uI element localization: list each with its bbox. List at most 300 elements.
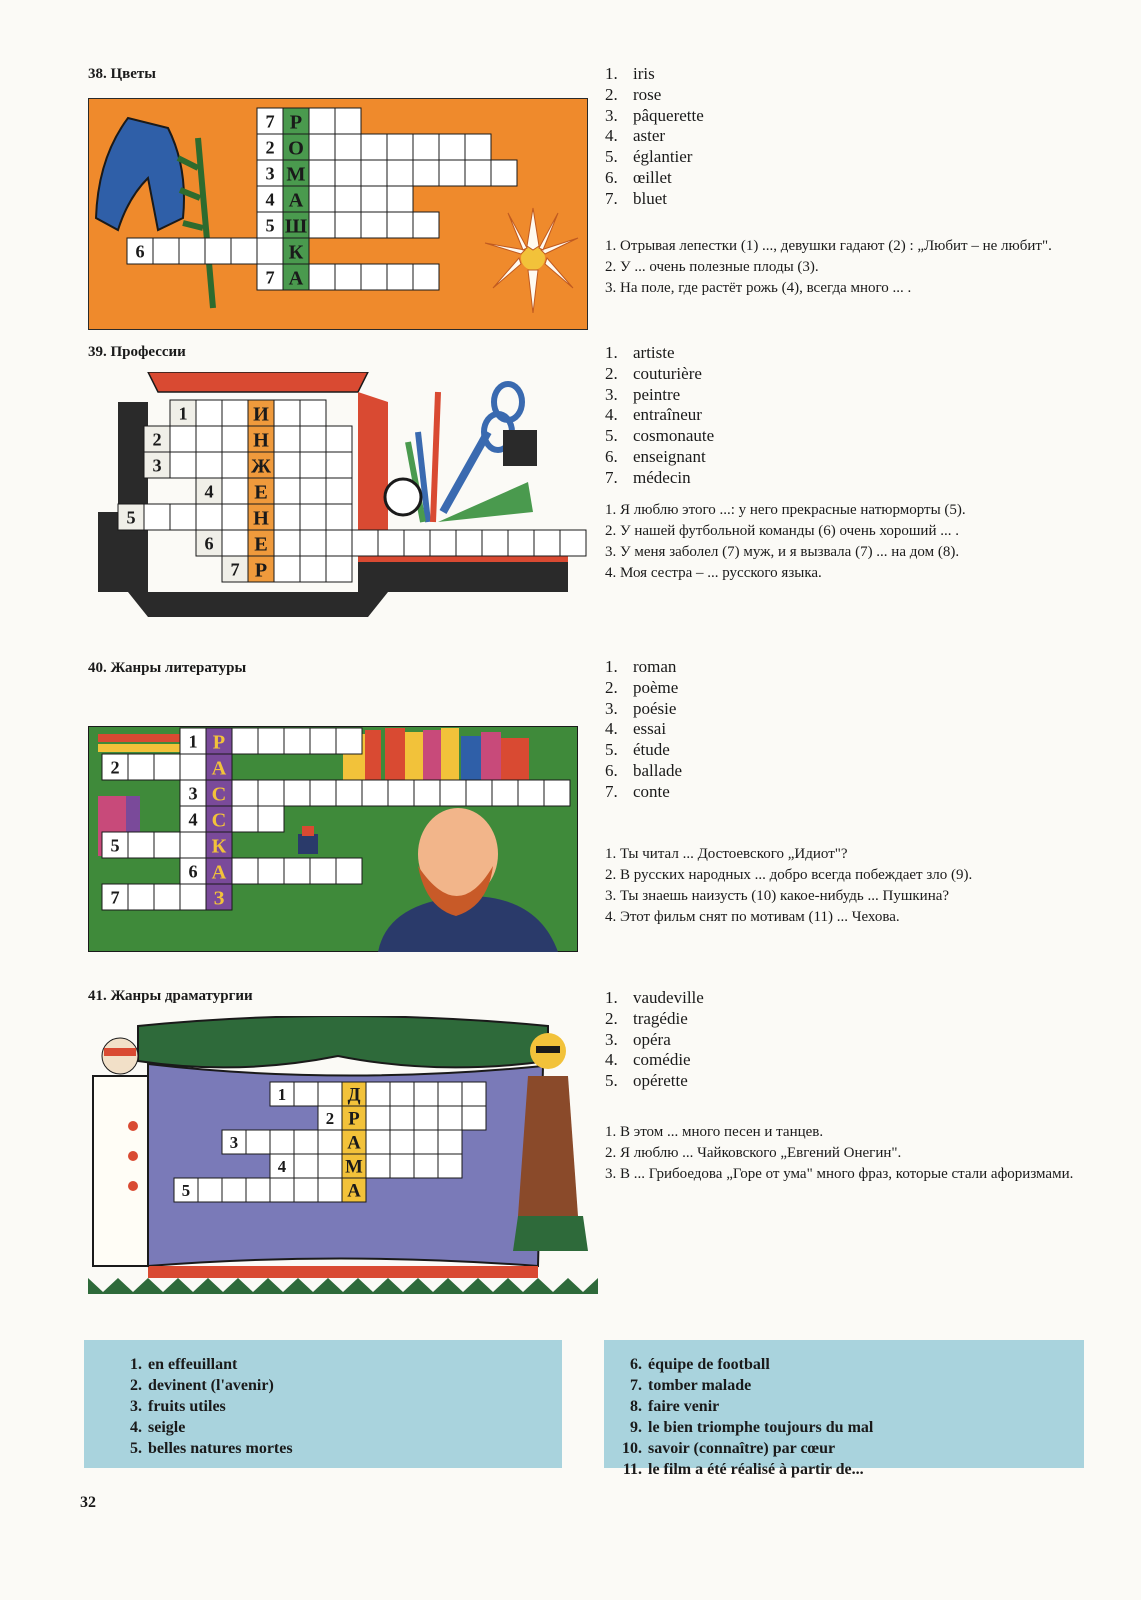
keyword-letter: Р <box>289 111 303 134</box>
word-item <box>605 64 704 85</box>
crossword-cell <box>270 1130 294 1154</box>
exercise-40-sentences <box>605 844 1075 928</box>
word-item <box>605 364 714 385</box>
word-text: roman <box>633 657 677 676</box>
clue-number: 3 <box>188 783 198 804</box>
crossword-cell <box>222 478 248 504</box>
clue-number: 7 <box>265 111 275 132</box>
crossword-cell <box>326 426 352 452</box>
word-item <box>605 988 704 1009</box>
word-text: artiste <box>633 343 675 362</box>
crossword-cell <box>257 238 283 264</box>
clue-number: 4 <box>265 189 275 210</box>
word-text: aster <box>633 126 666 146</box>
clue-number: 6 <box>135 241 145 262</box>
clue-number: 3 <box>229 1133 239 1152</box>
sentence: 1. В этом ... много песен и танцев. <box>605 1124 824 1140</box>
word-number: 1. <box>605 343 618 362</box>
clue-number: 2 <box>110 757 120 778</box>
keyword-letter: М <box>286 163 306 186</box>
exercise-38-title: 38. Цветы <box>88 66 157 82</box>
exercise-41-sentences <box>605 1122 1075 1185</box>
crossword-cell <box>231 238 257 264</box>
crossword-cell <box>336 858 362 884</box>
glossary-number: 10. <box>622 1440 642 1457</box>
crossword-cell <box>387 134 413 160</box>
crossword-cell <box>300 530 326 556</box>
word-text: œillet <box>633 167 672 187</box>
word-item <box>605 657 682 678</box>
crossword-cell <box>335 186 361 212</box>
crossword-cell <box>335 134 361 160</box>
word-item <box>605 468 714 489</box>
crossword-cell <box>390 1106 414 1130</box>
keyword-letter: Р <box>212 731 226 754</box>
word-number: 4. <box>605 1050 618 1070</box>
word-text: entraîneur <box>633 405 702 425</box>
stopwatch-icon <box>385 479 421 515</box>
pierrot-figure-icon <box>93 1038 148 1266</box>
clue-number: 2 <box>152 429 162 450</box>
crossword-cell <box>438 1154 462 1178</box>
word-text: pâquerette <box>633 105 704 125</box>
crossword-cell <box>465 134 491 160</box>
exercise-41-title: 41. Жанры драматургии <box>88 988 253 1004</box>
word-item <box>605 168 704 189</box>
crossword-cell <box>222 452 248 478</box>
crossword-cell <box>366 1154 390 1178</box>
crossword-cell <box>284 858 310 884</box>
crossword-cell <box>294 1178 318 1202</box>
crossword-cell <box>309 160 335 186</box>
crossword-cell <box>258 806 284 832</box>
word-number: 5. <box>605 426 618 446</box>
crossword-cell <box>170 426 196 452</box>
keyword-letter: А <box>347 1180 361 1202</box>
crossword-cell <box>232 780 258 806</box>
word-number: 5. <box>605 740 618 760</box>
clue-number: 7 <box>110 887 120 908</box>
keyword-letter: К <box>211 835 227 858</box>
crossword-cell <box>335 160 361 186</box>
crossword-cell <box>294 1154 318 1178</box>
crossword-cell <box>387 212 413 238</box>
crossword-cell <box>366 1106 390 1130</box>
glossary-text: le bien triomphe toujours du mal <box>648 1419 874 1436</box>
clue-number: 5 <box>126 507 136 528</box>
crossword-cell <box>196 504 222 530</box>
word-item <box>605 426 714 447</box>
crossword-cell <box>390 1154 414 1178</box>
glossary-number: 7. <box>630 1377 642 1394</box>
word-number: 5. <box>605 147 618 167</box>
crossword-cell <box>456 530 482 556</box>
word-number: 1. <box>605 64 618 83</box>
crossword-cell <box>414 1130 438 1154</box>
glossary-number: 9. <box>630 1419 642 1436</box>
clue-number: 4 <box>277 1157 287 1176</box>
clue-number: 3 <box>152 455 162 476</box>
crossword-cell <box>274 452 300 478</box>
crossword-cell <box>326 452 352 478</box>
clue-number: 1 <box>277 1085 287 1104</box>
crossword-cell <box>222 1178 246 1202</box>
crossword-cell <box>309 212 335 238</box>
word-item <box>605 1009 704 1030</box>
crossword-cell <box>274 504 300 530</box>
glossary-item <box>116 1396 562 1417</box>
crossword-cell <box>352 530 378 556</box>
word-number: 4. <box>605 126 618 146</box>
keyword-letter: С <box>211 783 227 806</box>
word-number: 3. <box>605 384 618 404</box>
crossword-cell <box>198 1178 222 1202</box>
crossword-cell <box>274 530 300 556</box>
word-text: vaudeville <box>633 988 704 1007</box>
glossary-text: le film a été réalisé à partir de... <box>648 1461 864 1478</box>
crossword-cell <box>388 780 414 806</box>
word-number: 1. <box>605 657 618 676</box>
word-text: tragédie <box>633 1008 688 1028</box>
crossword-cell <box>205 238 231 264</box>
crossword-cell <box>222 400 248 426</box>
glossary-text: savoir (connaître) par cœur <box>648 1440 836 1457</box>
crossword-cell <box>560 530 586 556</box>
crossword-cell <box>366 1082 390 1106</box>
crossword-cell <box>274 556 300 582</box>
clue-number: 1 <box>178 403 188 424</box>
crossword-cell <box>492 780 518 806</box>
clue-number: 1 <box>188 731 198 752</box>
crossword-cell <box>462 1082 486 1106</box>
crossword-cell <box>326 530 352 556</box>
crossword-cell <box>154 884 180 910</box>
exercise-40-title: 40. Жанры литературы <box>88 660 247 676</box>
word-number: 6. <box>605 446 618 466</box>
crossword-cell <box>438 1106 462 1130</box>
crossword-cell <box>144 504 170 530</box>
crossword-flowers <box>88 98 588 330</box>
crossword-cell <box>154 832 180 858</box>
keyword-letter: А <box>288 267 304 290</box>
exercise-38-words <box>605 64 704 210</box>
glossary-left <box>84 1340 562 1468</box>
word-text: opéra <box>633 1029 671 1049</box>
word-number: 3. <box>605 698 618 718</box>
word-text: opérette <box>633 1071 688 1091</box>
word-text: poésie <box>633 698 677 718</box>
clue-number: 5 <box>265 215 275 236</box>
crossword-cell <box>438 1130 462 1154</box>
sentence: 3. В ... Грибоедова „Горе от ума" много фраз, которые стали афоризмами. <box>605 1166 1074 1182</box>
crossword-cell <box>258 728 284 754</box>
glossary-item <box>116 1417 562 1438</box>
clue-number: 6 <box>188 861 198 882</box>
keyword-letter: Ш <box>284 215 308 238</box>
crossword-cell <box>246 1130 270 1154</box>
crossword-cell <box>361 134 387 160</box>
crossword-cell <box>387 160 413 186</box>
word-item <box>605 147 704 168</box>
crossword-cell <box>318 1082 342 1106</box>
sentence: 4. Моя сестра – ... русского языка. <box>605 565 822 581</box>
glossary-right <box>604 1340 1084 1478</box>
page-number: 32 <box>80 1494 96 1511</box>
word-item <box>605 1030 704 1051</box>
crossword-cell <box>326 478 352 504</box>
sentence: 2. У нашей футбольной команды (6) очень хороший ... . <box>605 523 959 539</box>
glossary-text: devinent (l'avenir) <box>148 1377 274 1394</box>
glossary-text: en effeuillant <box>148 1356 238 1373</box>
crossword-cell <box>366 1130 390 1154</box>
word-number: 1. <box>605 988 618 1007</box>
word-number: 5. <box>605 1071 618 1091</box>
glossary-item <box>616 1459 1084 1480</box>
glossary-text: fruits utiles <box>148 1398 226 1415</box>
word-item <box>605 1071 704 1092</box>
crossword-cell <box>326 556 352 582</box>
glossary-left-list <box>84 1340 562 1459</box>
crossword-cell <box>294 1082 318 1106</box>
crossword-cell <box>274 400 300 426</box>
word-item <box>605 719 682 740</box>
glossary-item <box>116 1375 562 1396</box>
crossword-cell <box>326 504 352 530</box>
crossword-cell <box>491 160 517 186</box>
crossword-cell <box>318 1130 342 1154</box>
crossword-cell <box>482 530 508 556</box>
crossword-cell <box>414 1154 438 1178</box>
crossword-cell <box>153 238 179 264</box>
crossword-cell <box>413 264 439 290</box>
crossword-cell <box>300 400 326 426</box>
clue-number: 7 <box>230 559 240 580</box>
clue-number: 7 <box>265 267 275 288</box>
crossword-cell <box>318 1154 342 1178</box>
crossword-cell <box>300 452 326 478</box>
glossary-number: 8. <box>630 1398 642 1415</box>
word-number: 2. <box>605 1008 618 1028</box>
crossword-cell <box>222 426 248 452</box>
crossword-cell <box>518 780 544 806</box>
word-number: 7. <box>605 467 618 487</box>
word-item <box>605 740 682 761</box>
crossword-cell <box>300 478 326 504</box>
crossword-cell <box>414 1106 438 1130</box>
glossary-item <box>616 1417 1084 1438</box>
glossary-right-list <box>604 1340 1084 1480</box>
glossary-item <box>616 1354 1084 1375</box>
glossary-number: 5. <box>130 1440 142 1457</box>
keyword-letter: О <box>288 137 304 160</box>
crossword-cell <box>414 780 440 806</box>
crossword-cell <box>404 530 430 556</box>
word-item <box>605 699 682 720</box>
exercise-40-words <box>605 657 682 803</box>
keyword-letter: И <box>253 403 269 426</box>
word-item <box>605 761 682 782</box>
crossword-cell <box>466 780 492 806</box>
glossary-item <box>616 1396 1084 1417</box>
crossword-cell <box>300 504 326 530</box>
crossword-cell <box>387 264 413 290</box>
crossword-cell <box>128 832 154 858</box>
crossword-cell <box>430 530 456 556</box>
crossword-professions <box>88 372 588 622</box>
crossword-cell <box>222 504 248 530</box>
crossword-cell <box>390 1130 414 1154</box>
keyword-letter: Н <box>253 429 269 452</box>
word-text: conte <box>633 781 670 801</box>
word-item <box>605 447 714 468</box>
word-item <box>605 189 704 210</box>
keyword-letter: Е <box>254 533 268 556</box>
crossword-cell <box>128 754 154 780</box>
masked-woman-figure-icon <box>513 1033 588 1251</box>
crossword-cell <box>309 108 335 134</box>
glossary-text: faire venir <box>648 1398 720 1415</box>
sentence: 2. У ... очень полезные плоды (3). <box>605 259 819 275</box>
sentence: 2. Я люблю ... Чайковского „Евгений Онегин". <box>605 1145 902 1161</box>
crossword-cell <box>179 238 205 264</box>
glossary-item <box>616 1375 1084 1396</box>
glossary-item <box>116 1438 562 1459</box>
crossword-cell <box>318 1178 342 1202</box>
crossword-cell <box>170 452 196 478</box>
word-item <box>605 385 714 406</box>
glossary-item <box>616 1438 1084 1459</box>
crossword-cell <box>274 478 300 504</box>
exercise-39-words <box>605 343 714 489</box>
word-item <box>605 126 704 147</box>
glossary-number: 4. <box>130 1419 142 1436</box>
sentence: 1. Отрывая лепестки (1) ..., девушки гадают (2) : „Любит – не любит". <box>605 238 1052 254</box>
glossary-text: seigle <box>148 1419 186 1436</box>
crossword-cell <box>462 1106 486 1130</box>
keyword-letter: З <box>213 887 225 910</box>
word-text: essai <box>633 719 667 739</box>
word-number: 3. <box>605 1029 618 1049</box>
keyword-letter: Д <box>347 1084 361 1106</box>
clue-number: 2 <box>325 1109 335 1128</box>
art-tools-icon <box>385 384 537 522</box>
crossword-cell <box>309 186 335 212</box>
crossword-cell <box>414 1082 438 1106</box>
exercise-41-words <box>605 988 704 1092</box>
word-text: poème <box>633 677 679 697</box>
crossword-cell <box>544 780 570 806</box>
word-number: 3. <box>605 105 618 125</box>
word-number: 2. <box>605 677 618 697</box>
word-number: 2. <box>605 84 618 104</box>
word-text: médecin <box>633 467 691 487</box>
keyword-letter: Ж <box>250 455 272 478</box>
sentence: 4. Этот фильм снят по мотивам (11) ... Чехова. <box>605 909 900 925</box>
sentence: 3. На поле, где растёт рожь (4), всегда много ... . <box>605 280 912 296</box>
glossary-item <box>116 1354 562 1375</box>
crossword-cell <box>232 728 258 754</box>
exercise-38-sentences <box>605 236 1075 299</box>
keyword-letter: Н <box>253 507 269 530</box>
clue-number: 2 <box>265 137 275 158</box>
crossword-cell <box>440 780 466 806</box>
crossword-cell <box>180 884 206 910</box>
crossword-cell <box>508 530 534 556</box>
crossword-cell <box>258 858 284 884</box>
word-text: iris <box>633 64 655 83</box>
crossword-cell <box>361 212 387 238</box>
exercise-39-sentences <box>605 500 1075 584</box>
word-number: 7. <box>605 781 618 801</box>
crossword-cell <box>439 160 465 186</box>
glossary-number: 3. <box>130 1398 142 1415</box>
keyword-letter: К <box>288 241 304 264</box>
sentence: 3. У меня заболел (7) муж, и я вызвала (7) ... на дом (8). <box>605 544 960 560</box>
glossary-text: belles natures mortes <box>148 1440 293 1457</box>
word-number: 6. <box>605 167 618 187</box>
word-item <box>605 405 714 426</box>
crossword-cell <box>362 780 388 806</box>
word-item <box>605 343 714 364</box>
crossword-cell <box>180 754 206 780</box>
sentence: 1. Я люблю этого ...: у него прекрасные натюрморты (5). <box>605 502 966 518</box>
word-number: 4. <box>605 405 618 425</box>
crossword-cell <box>232 858 258 884</box>
crossword-cell <box>246 1178 270 1202</box>
keyword-letter: Р <box>348 1108 360 1130</box>
keyword-letter: А <box>347 1132 361 1154</box>
crossword-cell <box>413 160 439 186</box>
crossword-cell <box>284 728 310 754</box>
word-text: églantier <box>633 147 693 167</box>
crossword-cell <box>284 780 310 806</box>
word-item <box>605 85 704 106</box>
word-number: 7. <box>605 188 618 208</box>
crossword-cell <box>413 134 439 160</box>
word-number: 4. <box>605 719 618 739</box>
crossword-cell <box>270 1178 294 1202</box>
word-text: cosmonaute <box>633 426 715 446</box>
word-number: 2. <box>605 363 618 383</box>
word-item <box>605 782 682 803</box>
crossword-cell <box>413 212 439 238</box>
clue-number: 5 <box>110 835 120 856</box>
crossword-cell <box>180 832 206 858</box>
keyword-letter: А <box>211 861 227 884</box>
crossword-cell <box>232 806 258 832</box>
keyword-letter: Е <box>254 481 268 504</box>
crossword-cell <box>465 160 491 186</box>
glossary-number: 1. <box>130 1356 142 1373</box>
crossword-cell <box>336 780 362 806</box>
crossword-cell <box>309 134 335 160</box>
word-text: ballade <box>633 760 683 780</box>
sentence: 3. Ты знаешь наизусть (10) какое-нибудь ... Пушкина? <box>605 888 950 904</box>
crossword-cell <box>300 556 326 582</box>
word-text: peintre <box>633 384 681 404</box>
crossword-cell <box>170 504 196 530</box>
keyword-letter: А <box>211 757 227 780</box>
word-text: comédie <box>633 1050 691 1070</box>
crossword-cell <box>154 754 180 780</box>
glossary-text: équipe de football <box>648 1356 770 1373</box>
crossword-cell <box>390 1082 414 1106</box>
crossword-drama <box>88 1016 598 1294</box>
clue-number: 4 <box>188 809 198 830</box>
crossword-literature <box>88 726 578 952</box>
crossword-cell <box>196 452 222 478</box>
crossword-cell <box>196 400 222 426</box>
